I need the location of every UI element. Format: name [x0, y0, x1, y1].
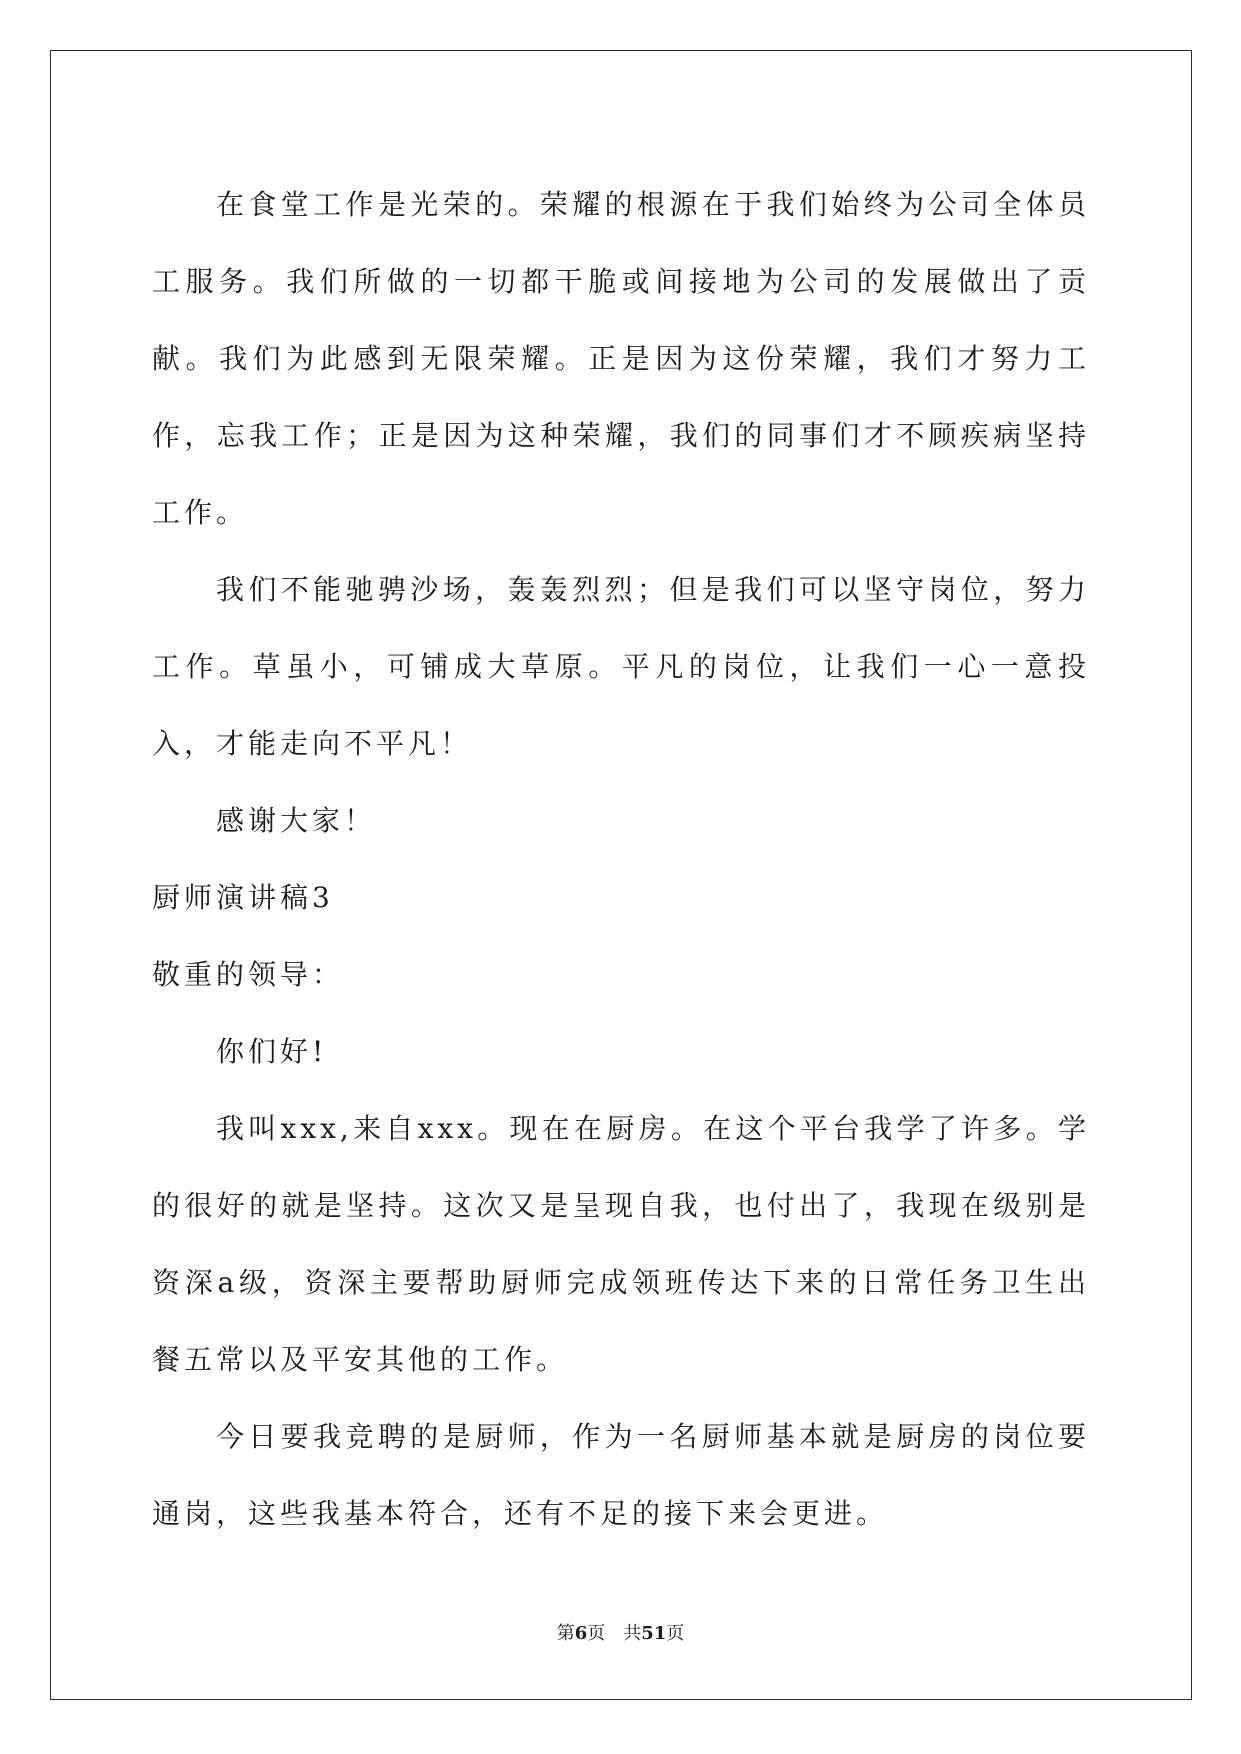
paragraph-candidacy: 今日要我竞聘的是厨师，作为一名厨师基本就是厨房的岗位要通岗，这些我基本符合，还有不足的接下来会更进。: [152, 1420, 1090, 1530]
page-footer: [0, 1619, 1241, 1645]
footer-page-unit: 页: [587, 1623, 606, 1644]
salutation: 敬重的领导：: [152, 958, 345, 991]
footer-total-pages: 51: [641, 1623, 667, 1644]
footer-total-prefix: 共: [623, 1623, 642, 1644]
paragraph-post: 我们不能驰骋沙场，轰轰烈烈；但是我们可以坚守岗位，努力工作。草虽小，可铺成大草原。平凡的岗位，让我们一心一意投入，才能走向不平凡！: [152, 573, 1090, 760]
footer-prefix: 第: [556, 1623, 575, 1644]
greeting: 你们好!: [216, 1035, 328, 1068]
document-body: [152, 166, 1090, 1552]
paragraph-thanks: 感谢大家！: [216, 804, 377, 837]
section-title: 厨师演讲稿3: [152, 881, 334, 914]
footer-total-unit: 页: [666, 1623, 685, 1644]
paragraph-introduction: 我叫xxx,来自xxx。现在在厨房。在这个平台我学了许多。学的很好的就是坚持。这次又是呈现自我，也付出了，我现在级别是资深a级，资深主要帮助厨师完成领班传达下来的日常任务卫生出餐五常以及平安其他的工作。: [152, 1112, 1090, 1376]
paragraph-honor: 在食堂工作是光荣的。荣耀的根源在于我们始终为公司全体员工服务。我们所做的一切都干脆或间接地为公司的发展做出了贡献。我们为此感到无限荣耀。正是因为这份荣耀，我们才努力工作，忘我工作；正是因为这种荣耀，我们的同事们才不顾疾病坚持工作。: [152, 188, 1090, 529]
footer-page-number: 6: [574, 1623, 588, 1644]
